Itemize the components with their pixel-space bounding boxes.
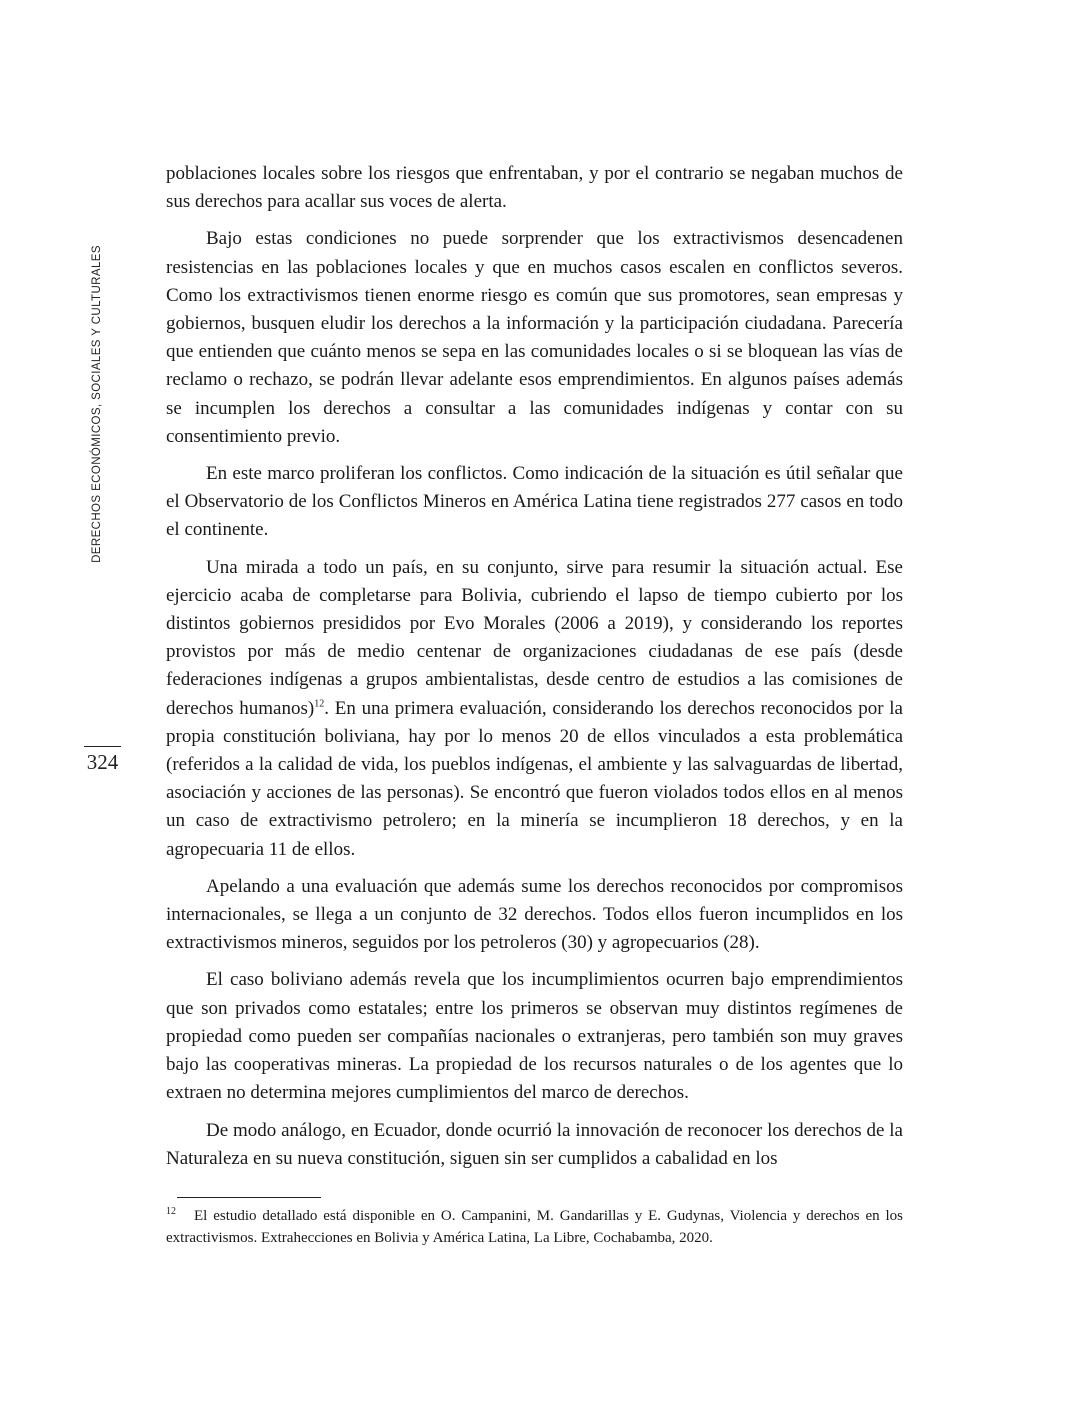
body-text bbox=[166, 160, 903, 1182]
paragraph-text: Una mirada a todo un país, en su conjunto, sirve para resumir la situación actual. Ese ejercicio acaba de completarse para Bolivia, cubriendo el lapso de tiempo cubierto por los distintos gobiernos presididos por Evo Morales (2006 a 2019), y considerando los reportes provistos por más de medio centenar de organizaciones ciudadanas de ese país (desde federaciones indígenas a grupos ambientalistas, desde centro de estudios a las comisiones de derechos humanos) bbox=[166, 556, 903, 719]
footnote-text: El estudio detallado está disponible en O. Campanini, M. Gandarillas y E. Gudynas, Violencia y derechos en los extractivismos. Extrahecciones en Bolivia y América Latina, La Libre, Cochabamba, 2020. bbox=[166, 1208, 903, 1246]
footnote-reference[interactable]: 12 bbox=[314, 698, 325, 710]
footnote-rule bbox=[177, 1197, 321, 1198]
page-number: 324 bbox=[86, 750, 119, 774]
paragraph: El caso boliviano además revela que los incumplimientos ocurren bajo emprendimientos que son privados como estatales; entre los primeros se observan muy distintos regímenes de propiedad como pueden ser compañías nacionales o extranjeras, pero también son muy graves bajo las cooperativas mineras. La propiedad de los recursos naturales o de los agentes que lo extraen no determina mejores cumplimientos del marco de derechos. bbox=[166, 969, 903, 1104]
paragraph-continued: poblaciones locales sobre los riesgos que enfrentaban, y por el contrario se negaban muchos de sus derechos para acallar sus voces de alerta. bbox=[166, 163, 903, 213]
paragraph: Apelando a una evaluación que además sume los derechos reconocidos por compromisos internacionales, se llega a un conjunto de 32 derechos. Todos ellos fueron incumplidos en los extractivismos mineros, seguidos por los petroleros (30) y agropecuarios (28). bbox=[166, 875, 903, 954]
footnote: 12 El estudio detallado está disponible en O. Campanini, M. Gandarillas y E. Gudynas, Violencia y derechos en los extractivismos. Extrahecciones en Bolivia y América Latina, La Libre, Cochabamba, 2020. bbox=[166, 1206, 903, 1246]
paragraph: De modo análogo, en Ecuador, donde ocurrió la innovación de reconocer los derechos de la Naturaleza en su nueva constitución, siguen sin ser cumplidos a cabalidad en los bbox=[166, 1119, 903, 1169]
paragraph: Bajo estas condiciones no puede sorprender que los extractivismos desencadenen resistencias en las poblaciones locales y que en muchos casos escalen en conflictos severos. Como los extractivismos tienen enorme riesgo es común que sus promotores, sean empresas y gobiernos, busquen eludir los derechos a la información y la participación ciudadana. Parecería que entienden que cuánto menos se sepa en las comunidades locales o si se bloquean las vías de reclamo o rechazo, se podrán llevar adelante esos emprendimientos. En algunos países además se incumplen los derechos a consultar a las comunidades indígenas y contar con su consentimiento previo. bbox=[166, 228, 903, 447]
paragraph-text: . En una primera evaluación, considerando los derechos reconocidos por la propia constitución boliviana, hay por lo menos 20 de ellos vinculados a esta problemática (referidos a la calidad de vida, los pueblos indígenas, el ambiente y las salvaguardas de libertad, asociación y acciones de las personas). Se encontró que fueron violados todos ellos en al menos un caso de extractivismo petrolero; en la minería se incumplieron 18 derechos, y en la agropecuaria 11 de ellos. bbox=[166, 697, 903, 860]
paragraph: En este marco proliferan los conflictos. Como indicación de la situación es útil señalar que el Observatorio de los Conflictos Mineros en América Latina tiene registrados 277 casos en todo el continente. bbox=[166, 463, 903, 541]
page-number-rule bbox=[84, 746, 121, 747]
running-head-text: DERECHOS ECONÓMICOS, SOCIALES Y CULTURALES bbox=[91, 245, 103, 563]
paragraph-with-footnote bbox=[166, 554, 903, 864]
